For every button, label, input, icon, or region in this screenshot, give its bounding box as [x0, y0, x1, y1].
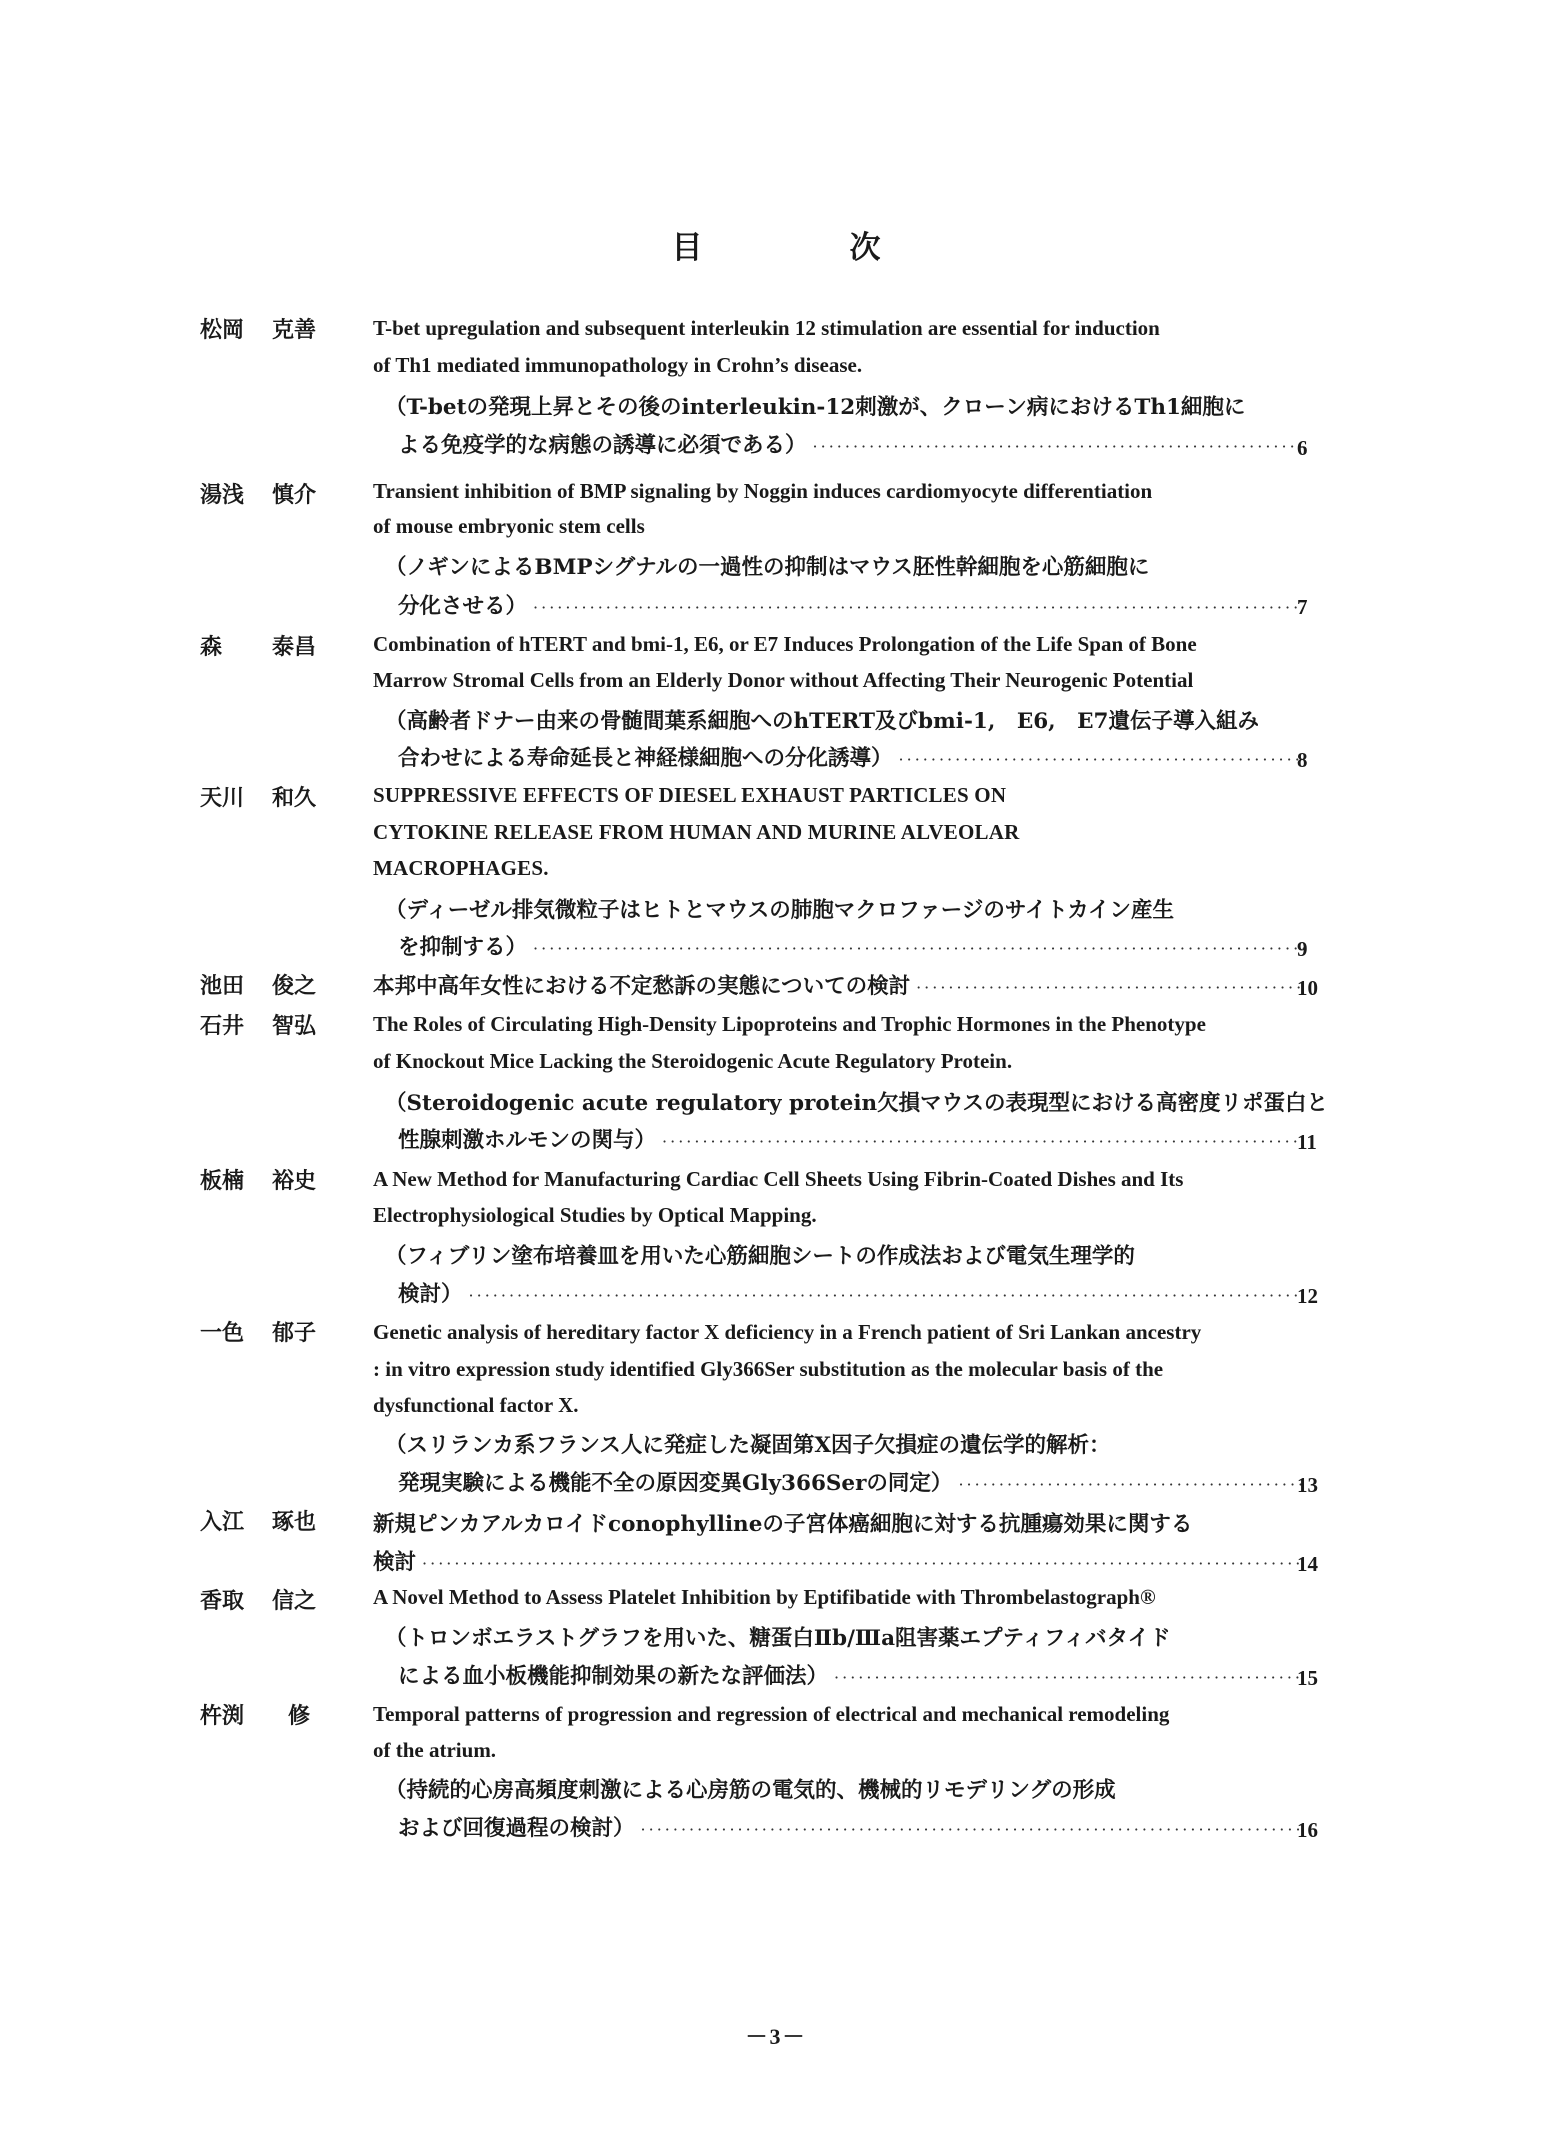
english-title-line: dysfunctional factor X.	[373, 1393, 579, 1417]
page-number: 8	[1297, 748, 1308, 772]
english-title-line: of mouse embryonic stem cells	[373, 514, 645, 538]
japanese-title-line: よる免疫学的な病態の誘導に必須である）	[398, 433, 807, 458]
english-title-line: of Th1 mediated immunopathology in Crohn’s disease.	[373, 353, 863, 377]
author-given-name: 泰昌	[272, 634, 317, 660]
japanese-title-line: 分化させる）	[398, 594, 528, 619]
english-title-line: CYTOKINE RELEASE FROM HUMAN AND MURINE ALVEOLAR	[373, 820, 1020, 844]
author	[200, 1699, 370, 1730]
author-family-name: 湯浅	[200, 482, 245, 508]
english-title-line: A Novel Method to Assess Platelet Inhibition by Eptifibatide with Thrombelastograph®	[373, 1585, 1156, 1609]
leader-line	[398, 589, 1310, 620]
footer-page-number: －3－	[745, 2024, 807, 2049]
leader-line	[398, 1123, 1310, 1154]
page-number: 7	[1297, 595, 1308, 619]
english-title-line: Marrow Stromal Cells from an Elderly Donor without Affecting Their Neurogenic Potential	[373, 668, 1194, 692]
author-family-name: 森	[200, 634, 223, 660]
page-number: 11	[1297, 1130, 1317, 1154]
author-family-name: 香取	[200, 1588, 245, 1614]
author-given-name: 智弘	[272, 1013, 317, 1039]
author-given-name: 信之	[272, 1588, 317, 1614]
english-title-line: of the atrium.	[373, 1738, 497, 1762]
author-family-name: 入江	[200, 1509, 245, 1535]
author	[200, 969, 370, 1000]
japanese-title-line: 検討	[373, 1550, 417, 1575]
dot-leader	[422, 1554, 1304, 1573]
page-number: 14	[1297, 1552, 1318, 1576]
author-given-name: 裕史	[272, 1168, 317, 1194]
japanese-title-line: （スリランカ系フランス人に発症した凝固第X因子欠損症の遺伝学的解析：	[385, 1433, 1111, 1458]
dot-leader	[469, 1286, 1304, 1305]
japanese-title-line: および回復過程の検討）	[398, 1816, 635, 1841]
english-title-line: Combination of hTERT and bmi-1, E6, or E7 Induces Prolongation of the Life Span of Bone	[373, 632, 1197, 656]
author-given-name: 俊之	[272, 973, 317, 999]
author-given-name: 克善	[272, 317, 317, 343]
english-title-line: T-bet upregulation and subsequent interleukin 12 stimulation are essential for induction	[373, 316, 1160, 340]
dot-leader	[641, 1820, 1304, 1839]
japanese-title-line: （ノギンによるBMPシグナルの一過性の抑制はマウス胚性幹細胞を心筋細胞に	[385, 555, 1150, 580]
author	[200, 478, 370, 509]
leader-line	[398, 1277, 1310, 1308]
english-title-line: A New Method for Manufacturing Cardiac Cell Sheets Using Fibrin-Coated Dishes and Its	[373, 1167, 1184, 1191]
english-title-line: Temporal patterns of progression and regression of electrical and mechanical remodeling	[373, 1702, 1170, 1726]
dot-leader	[533, 939, 1304, 958]
page-number: 6	[1297, 436, 1308, 460]
japanese-title-line: 性腺刺激ホルモンの関与）	[398, 1128, 657, 1153]
page-number: 15	[1297, 1666, 1318, 1690]
author	[200, 630, 370, 661]
author-family-name: 杵渕	[200, 1703, 245, 1729]
dot-leader	[662, 1132, 1304, 1151]
dot-leader	[813, 437, 1304, 456]
leader-line	[398, 428, 1310, 459]
english-title-line: MACROPHAGES.	[373, 856, 549, 880]
japanese-title-line: （トロンボエラストグラフを用いた、糖蛋白Ⅱb/Ⅲa阻害薬エプティフィバタイド	[385, 1626, 1171, 1651]
page-title: 目 次	[671, 230, 939, 266]
author-family-name: 池田	[200, 973, 245, 999]
author-given-name: 郁子	[272, 1320, 317, 1346]
author	[200, 1505, 370, 1536]
japanese-title-line: による血小板機能抑制効果の新たな評価法）	[398, 1664, 829, 1689]
leader-line	[398, 1811, 1310, 1842]
author-family-name: 板楠	[200, 1168, 245, 1194]
english-title-line: of Knockout Mice Lacking the Steroidogenic Acute Regulatory Protein.	[373, 1049, 1013, 1073]
dot-leader	[899, 750, 1304, 769]
leader-line	[398, 930, 1310, 961]
leader-line	[398, 1659, 1310, 1690]
author	[200, 1316, 370, 1347]
dot-leader	[958, 1475, 1304, 1494]
japanese-title-line: （T-betの発現上昇とその後のinterleukin-12刺激が、クローン病におけるTh1細胞に	[385, 395, 1246, 420]
dot-leader	[533, 598, 1304, 617]
english-title-line: Genetic analysis of hereditary factor X deficiency in a French patient of Sri Lankan ancestry	[373, 1320, 1202, 1344]
page-number: 12	[1297, 1284, 1318, 1308]
japanese-title-line: 合わせによる寿命延長と神経様細胞への分化誘導）	[398, 746, 893, 771]
author-family-name: 天川	[200, 785, 245, 811]
page-number: 9	[1297, 937, 1308, 961]
japanese-title-line: 検討）	[398, 1282, 463, 1307]
author-given-name: 慎介	[272, 482, 317, 508]
japanese-title-line: 発現実験による機能不全の原因変異Gly366Serの同定）	[398, 1471, 953, 1496]
japanese-title-line: （フィブリン塗布培養皿を用いた心筋細胞シートの作成法および電気生理学的	[385, 1244, 1135, 1269]
english-title-line: Transient inhibition of BMP signaling by Noggin induces cardiomyocyte differentiation	[373, 479, 1153, 503]
author	[200, 1584, 370, 1615]
japanese-title-line: （持続的心房高頻度刺激による心房筋の電気的、機械的リモデリングの形成	[385, 1778, 1116, 1803]
author-given-name: 琢也	[272, 1509, 317, 1535]
author	[200, 781, 370, 812]
leader-line	[373, 1545, 1310, 1576]
japanese-title-line: を抑制する）	[398, 935, 528, 960]
author-family-name: 一色	[200, 1320, 245, 1346]
japanese-title-line: （ディーゼル排気微粒子はヒトとマウスの肺胞マクロファージのサイトカイン産生	[385, 898, 1175, 923]
dot-leader	[916, 978, 1304, 997]
page-number: 16	[1297, 1818, 1318, 1842]
author-family-name: 松岡	[200, 317, 245, 343]
japanese-title-line: 新規ピンカアルカロイドconophyllineの子宮体癌細胞に対する抗腫瘍効果に関する	[373, 1512, 1193, 1537]
english-title-line: The Roles of Circulating High-Density Lipoproteins and Trophic Hormones in the Phenotype	[373, 1012, 1206, 1036]
leader-line	[398, 1466, 1310, 1497]
leader-line	[373, 969, 1310, 1000]
author	[200, 313, 370, 344]
author	[200, 1009, 370, 1040]
japanese-title-line: （Steroidogenic acute regulatory protein欠損マウスの表現型における高密度リポ蛋白と	[385, 1091, 1328, 1116]
author	[200, 1164, 370, 1195]
author-given-name: 和久	[272, 785, 317, 811]
japanese-title-line: 本邦中高年女性における不定愁訴の実態についての検討	[373, 974, 911, 999]
page-number: 13	[1297, 1473, 1318, 1497]
english-title-line: Electrophysiological Studies by Optical Mapping.	[373, 1203, 817, 1227]
japanese-title-line: （高齢者ドナー由来の骨髄間葉系細胞へのhTERT及びbmi-1, E6, E7遺伝子導入組み	[385, 709, 1260, 734]
english-title-line: SUPPRESSIVE EFFECTS OF DIESEL EXHAUST PARTICLES ON	[373, 783, 1007, 807]
english-title-line: : in vitro expression study identified Gly366Ser substitution as the molecular basis of the	[373, 1357, 1164, 1381]
page-number: 10	[1297, 976, 1318, 1000]
dot-leader	[834, 1668, 1304, 1687]
leader-line	[398, 741, 1310, 772]
author-given-name: 修	[288, 1703, 311, 1729]
author-family-name: 石井	[200, 1013, 245, 1039]
